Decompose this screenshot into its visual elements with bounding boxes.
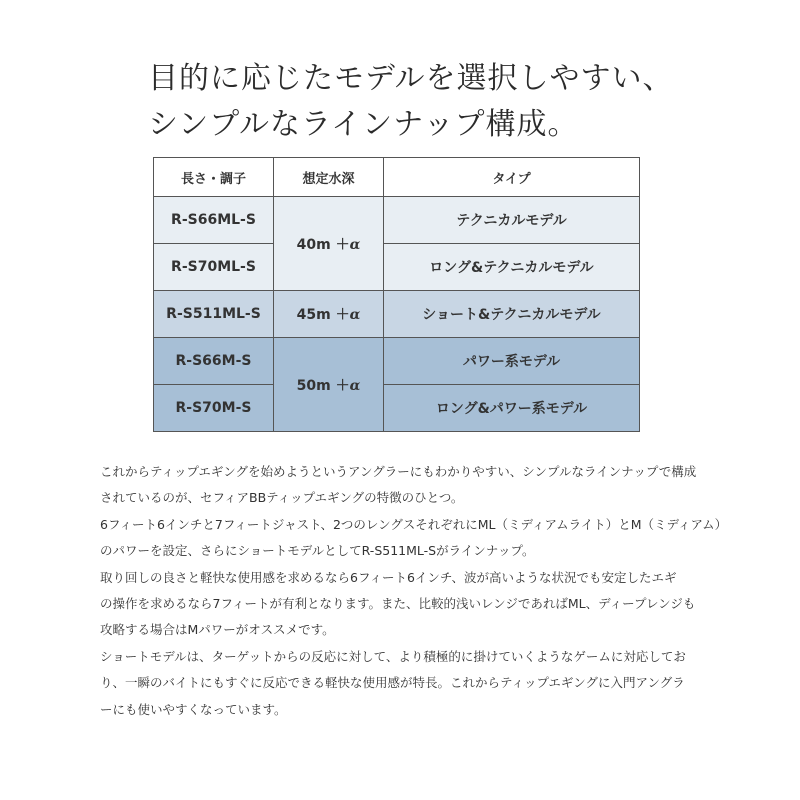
description-text — [100, 459, 728, 723]
description-line: ーにも使いやすくなっています。 — [100, 701, 287, 717]
depth-cell: 45m ＋α — [274, 291, 384, 338]
table-header-row — [154, 158, 640, 197]
description-line: 6フィート6インチと7フィートジャスト、2つのレングスそれぞれにML（ミディアムライト）とM（ミディアム） — [100, 516, 728, 532]
description-line: ショートモデルは、ターゲットからの反応に対して、より積極的に掛けていくようなゲームに対応してお — [100, 648, 686, 664]
model-cell: R-S66ML-S — [154, 197, 274, 244]
heading-line-2: シンプルなラインナップ構成。 — [148, 107, 579, 142]
description-line: これからティップエギングを始めようというアングラーにもわかりやすい、シンプルなラインナップで構成 — [100, 464, 697, 479]
table-row — [154, 385, 640, 432]
header-type: タイプ — [384, 158, 640, 197]
type-cell: テクニカルモデル — [384, 197, 640, 244]
description-line: されているのが、セフィアBBティップエギングの特徴のひとつ。 — [100, 490, 464, 506]
heading-line-1: 目的に応じたモデルを選択しやすい、 — [148, 61, 674, 96]
model-cell: R-S511ML-S — [154, 291, 274, 338]
type-cell: パワー系モデル — [384, 338, 640, 385]
type-cell: ロング&パワー系モデル — [384, 385, 640, 432]
model-cell: R-S70ML-S — [154, 244, 274, 291]
description-line: 取り回しの良さと軽快な使用感を求めるなら6フィート6インチ、波が高いような状況でも安定したエギ — [100, 569, 677, 585]
lineup-table — [153, 157, 640, 432]
table-row — [154, 338, 640, 385]
table-row — [154, 197, 640, 244]
type-cell: ショート&テクニカルモデル — [384, 291, 640, 338]
table-row — [154, 291, 640, 338]
model-cell: R-S66M-S — [154, 338, 274, 385]
header-length-action: 長さ・調子 — [154, 158, 274, 197]
model-cell: R-S70M-S — [154, 385, 274, 432]
description-line: り、一瞬のバイトにもすぐに反応できる軽快な使用感が特長。これからティップエギングに入門アングラ — [100, 675, 685, 691]
depth-cell: 50m ＋α — [274, 338, 384, 432]
description-line: 攻略する場合はMパワーがオススメです。 — [100, 622, 335, 638]
header-water-depth: 想定水深 — [274, 158, 384, 197]
description-line: の操作を求めるなら7フィートが有利となります。また、比較的浅いレンジであればML、ディープレンジも — [100, 596, 696, 612]
table-row — [154, 244, 640, 291]
type-cell: ロング&テクニカルモデル — [384, 244, 640, 291]
description-line: のパワーを設定、さらにショートモデルとしてR-S511ML-Sがラインナップ。 — [100, 543, 535, 559]
page-heading — [148, 56, 674, 148]
depth-cell: 40m ＋α — [274, 197, 384, 291]
